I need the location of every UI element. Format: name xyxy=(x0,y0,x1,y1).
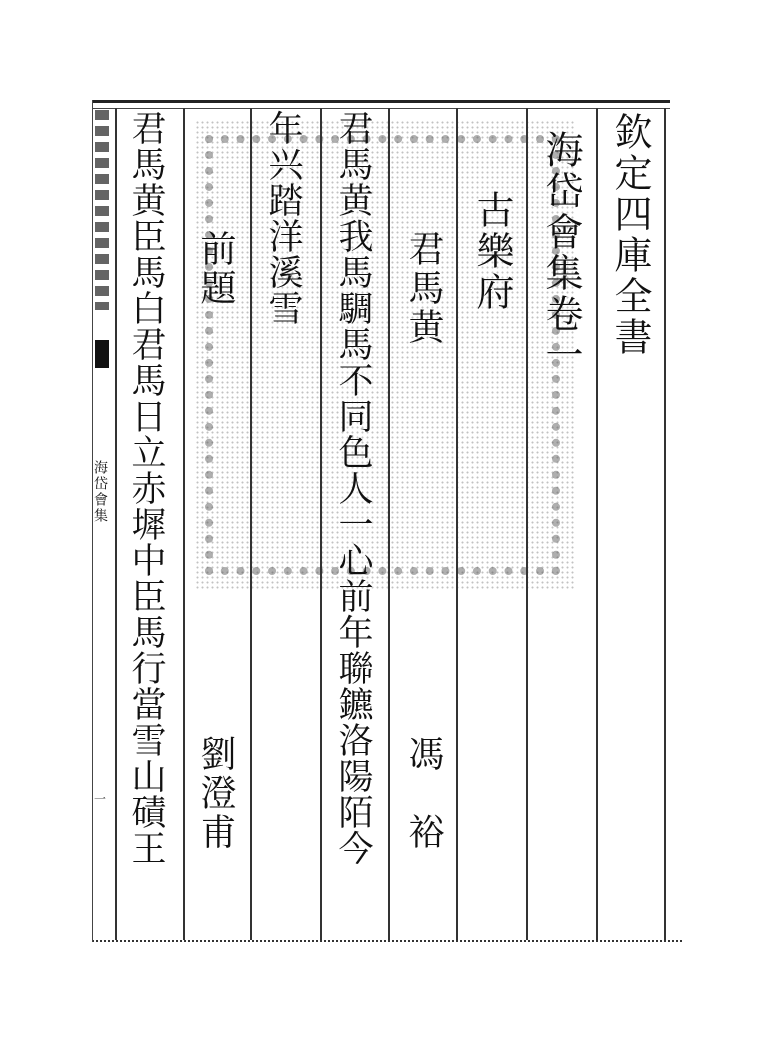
poem1-text-line: 年兴踏洋溪雪 xyxy=(263,110,303,326)
column-rule xyxy=(456,108,458,940)
poem1-text-line: 君馬黄我馬騆馬不同色人一心前年聯鑣洛陽陌今 xyxy=(333,110,373,866)
page-frame-bottom xyxy=(92,940,682,942)
column-rule xyxy=(320,108,322,940)
poem2-author: 劉澄甫 xyxy=(195,735,236,852)
column-rule xyxy=(183,108,185,940)
poem2-text-line: 君馬黄臣馬白君馬日立赤墀中臣馬行當雪山磧王 xyxy=(126,110,166,866)
series-title: 欽定四庫全書 xyxy=(608,112,652,358)
margin-book-title: 海岱會集 xyxy=(92,460,108,524)
column-rule xyxy=(596,108,598,940)
poem1-title: 君馬黄 xyxy=(403,230,444,347)
volume-title: 海岱會集卷一 xyxy=(539,130,583,376)
poem1-author: 馮 裕 xyxy=(403,735,444,852)
column-rule xyxy=(115,108,117,940)
poem2-title: 前題 xyxy=(195,230,236,308)
margin-title-strip xyxy=(95,110,109,310)
section-title: 古樂府 xyxy=(470,190,514,313)
page-frame-top-inner xyxy=(92,108,670,109)
column-rule xyxy=(250,108,252,940)
column-rule xyxy=(388,108,390,940)
column-rule xyxy=(526,108,528,940)
margin-fishtail-mark xyxy=(95,340,109,368)
page-frame-top xyxy=(92,100,670,103)
margin-page-number: 一 xyxy=(94,792,107,806)
column-rule xyxy=(664,108,666,940)
